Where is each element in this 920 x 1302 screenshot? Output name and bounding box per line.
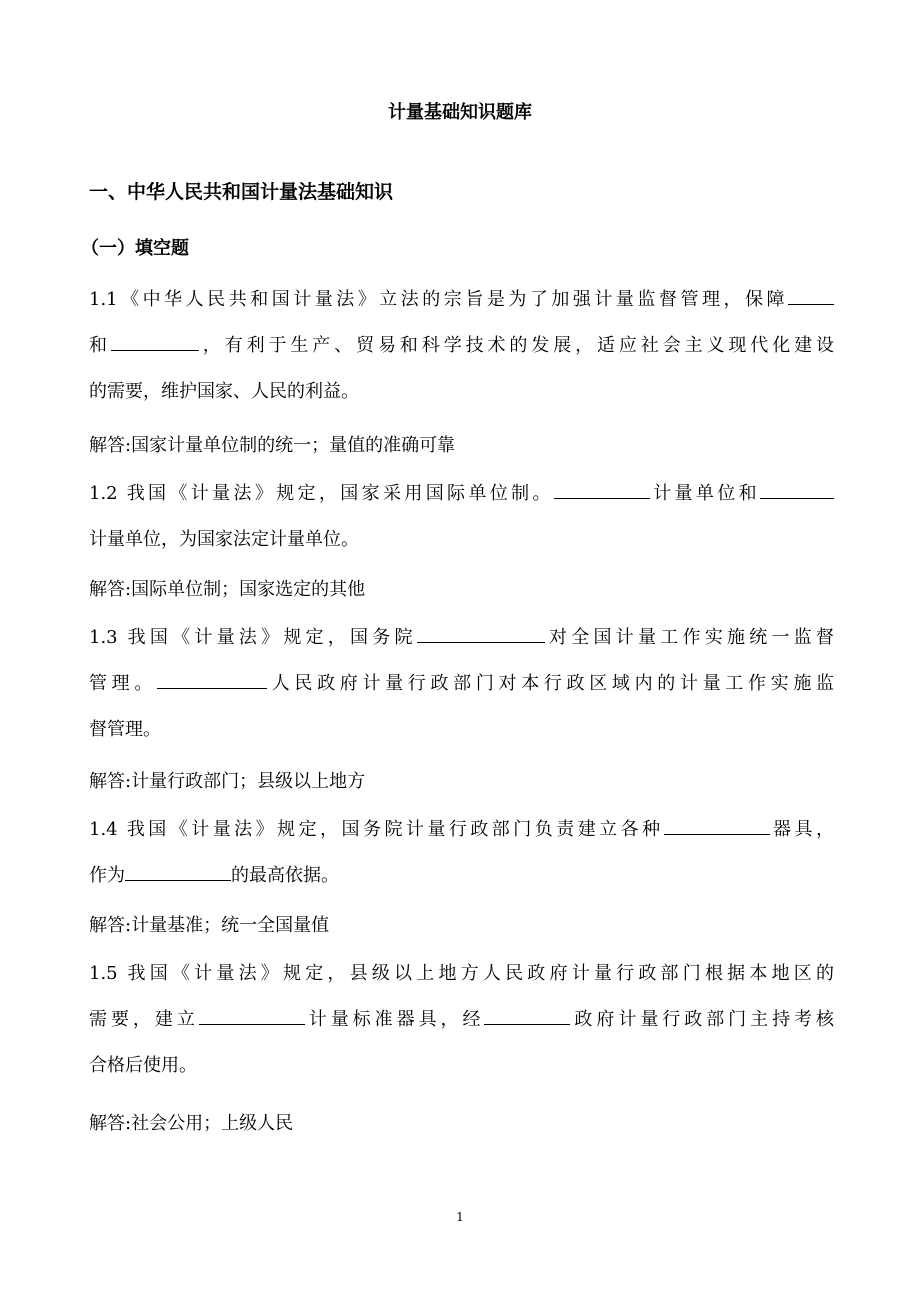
question-line: 作为 的最高依据。 (89, 865, 339, 886)
question-line: 1.2 我国《计量法》规定，国家采用国际单位制。 计量单位和 (89, 471, 834, 517)
answer-blank (788, 288, 834, 305)
answer-blank (664, 818, 770, 835)
page-number: 1 (456, 1210, 464, 1224)
answer-blank (484, 1008, 570, 1025)
question-line: 1.1《中华人民共和国计量法》立法的宗旨是为了加强计量监督管理，保障 (89, 277, 834, 323)
answer-blank (111, 334, 199, 351)
question-1-3 (89, 615, 834, 753)
answer-blank (554, 482, 650, 499)
answer-blank (760, 482, 834, 499)
question-line: 督管理。 (89, 719, 161, 740)
question-line: 和 ，有利于生产、贸易和科学技术的发展，适应社会主义现代化建设 (89, 335, 835, 356)
question-1-2 (89, 471, 834, 563)
question-1-4 (89, 807, 834, 899)
question-line: 1.3 我国《计量法》规定，国务院 对全国计量工作实施统一监督 (89, 627, 834, 648)
answer-1-3: 解答:计量行政部门；县级以上地方 (89, 771, 366, 792)
answer-blank (157, 672, 267, 689)
section-heading: 一、中华人民共和国计量法基础知识 (89, 181, 394, 203)
answer-1-4: 解答:计量基准；统一全国量值 (89, 915, 330, 936)
question-line: 1.4 我国《计量法》规定，国务院计量行政部门负责建立各种 器具， (89, 819, 834, 840)
question-line: 合格后使用。 (89, 1055, 197, 1076)
question-line: 1.5 我国《计量法》规定，县级以上地方人民政府计量行政部门根据本地区的 (89, 963, 834, 984)
answer-1-5: 解答:社会公用；上级人民 (89, 1113, 294, 1134)
sub-heading-fill-in-blank: （一）填空题 (81, 238, 189, 259)
question-1-5 (89, 951, 834, 1089)
question-line: 计量单位，为国家法定计量单位。 (89, 529, 359, 550)
question-line: 需要，建立 计量标准器具，经 政府计量行政部门主持考核 (89, 1009, 835, 1030)
answer-1-1: 解答:国家计量单位制的统一；量值的准确可靠 (89, 435, 456, 456)
question-1-1 (89, 277, 834, 415)
answer-blank (125, 864, 231, 881)
answer-1-2: 解答:国际单位制；国家选定的其他 (89, 579, 366, 600)
question-line: 的需要，维护国家、人民的利益。 (89, 381, 359, 402)
answer-blank (199, 1008, 305, 1025)
document-title: 计量基础知识题库 (388, 102, 532, 123)
question-line: 管理。 人民政府计量行政部门对本行政区域内的计量工作实施监 (89, 673, 835, 694)
answer-blank (417, 626, 545, 643)
